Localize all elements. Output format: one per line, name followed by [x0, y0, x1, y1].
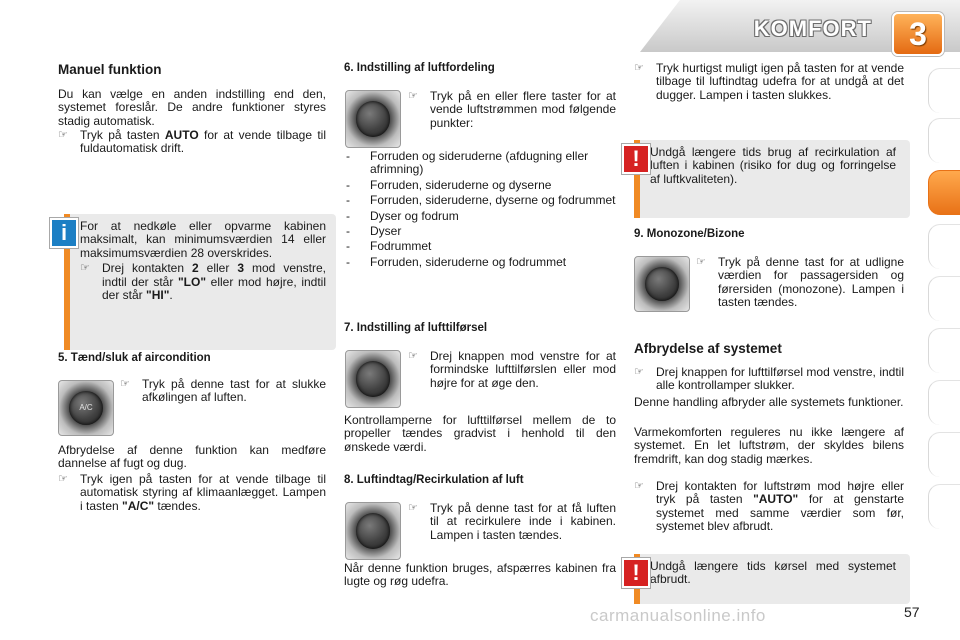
info-note-text: For at nedkøle eller opvarme kabinen maksimalt, kan minimumsværdien 14 eller maksimumsværdien 28 overskrides. [80, 219, 326, 260]
page-title: KOMFORT [753, 16, 872, 41]
section6-title: 6. Indstilling af luftfordeling [344, 62, 495, 74]
chapter-tab[interactable] [928, 118, 960, 163]
warning-icon: ! [622, 144, 650, 174]
section7-title: 7. Indstilling af lufttilførsel [344, 322, 488, 334]
list-item: - Forruden, sideruderne, dyserne og fodrummet [346, 193, 616, 208]
manual-intro: Du kan vælge en anden indstilling end den, systemet foreslår. De andre funktioner styres stadig automatisk. [58, 87, 326, 128]
system-off-bullet: ☞ Drej knappen for lufttilførsel mod venstre, indtil alle kontrollamper slukker. [634, 365, 904, 393]
pointer-icon: ☞ [696, 256, 706, 268]
info-note-bullet: ☞ Drej kontakten 2 eller 3 mod venstre, indtil der står "LO" eller mod højre, indtil der står "HI". [80, 261, 326, 303]
recirculation-button-image [345, 502, 401, 560]
chapter-tab[interactable] [928, 432, 960, 477]
section8-title: 8. Luftindtag/Recirkulation af luft [344, 474, 524, 486]
pointer-icon: ☞ [58, 473, 68, 485]
section9-bullet: ☞ Tryk på denne tast for at udligne værdien for passagersiden og førersiden (monozone). Lampen i tasten tændes. [696, 255, 904, 310]
list-item: - Dyser [346, 224, 402, 239]
section-title-manual: Manuel funktion [58, 62, 162, 77]
monozone-button-image [634, 256, 690, 312]
warning-note-recirc [634, 140, 910, 218]
warning-note-text: Undgå længere tids brug af recirkulation af luften i kabinen (risiko for dug og forringelse af luftkvaliteten). [650, 145, 896, 186]
section7-para: Kontrollamperne for lufttilførsel mellem de to propeller tændes gradvist i henhold til den ønskede værdi. [344, 413, 616, 454]
chapter-tab[interactable] [928, 276, 960, 321]
chapter-tab[interactable] [928, 484, 960, 529]
pointer-icon: ☞ [80, 262, 90, 275]
section7-bullet: ☞ Drej knappen mod venstre for at formindske lufttilførslen eller mod højre for at øge den. [408, 349, 616, 390]
section5-para: Afbrydelse af denne funktion kan medføre dannelse af fugt og dug. [58, 443, 326, 471]
warning-note-text: Undgå længere tids kørsel med systemet afbrudt. [650, 559, 896, 587]
section9-title: 9. Monozone/Bizone [634, 228, 745, 240]
section5-title: 5. Tænd/sluk af aircondition [58, 352, 211, 364]
pointer-icon: ☞ [408, 502, 418, 514]
watermark: carmanualsonline.info [590, 606, 766, 625]
list-item: - Fodrummet [346, 239, 432, 254]
section8-para: Når denne funktion bruges, afspærres kabinen fra lugte og røg udefra. [344, 561, 616, 589]
system-off-para1: Denne handling afbryder alle systemets funktioner. [634, 395, 904, 409]
recirc-bullet-continued: ☞ Tryk hurtigst muligt igen på tasten for at vende tilbage til luftindtag udefra for at undgå at det dugger. Lampen i tasten slukkes. [634, 61, 904, 102]
list-item: - Dyser og fodrum [346, 208, 459, 223]
chapter-tab[interactable] [928, 328, 960, 373]
chapter-tab[interactable] [928, 380, 960, 425]
chapter-tab[interactable] [928, 224, 960, 269]
list-item: - Forruden, sideruderne og dyserne [346, 177, 552, 192]
page-number: 57 [904, 604, 920, 620]
section5-bullet: ☞ Tryk på denne tast for at slukke afkølingen af luften. [120, 377, 326, 405]
info-icon: i [50, 218, 78, 248]
pointer-icon: ☞ [408, 350, 418, 362]
manual-bullet: ☞ Tryk på tasten AUTO for at vende tilbage til fuldautomatisk drift. [58, 128, 327, 156]
warning-icon: ! [622, 558, 650, 588]
chapter-tab[interactable] [928, 68, 960, 113]
system-off-bullet2: ☞ Drej kontakten for luftstrøm mod højre eller tryk på tasten "AUTO" for at genstarte systemet med samme værdier som før, systemet blev afbrudt. [634, 479, 904, 534]
list-item: - Forruden og sideruderne (afdugning eller afrimning) [346, 149, 589, 177]
section8-bullet: ☞ Tryk på denne tast for at få luften til at recirkulere inde i kabinen. Lampen i tasten tændes. [408, 501, 616, 542]
ac-button-image [58, 380, 114, 436]
info-note [64, 214, 336, 350]
chapter-tab-active[interactable] [928, 170, 960, 215]
section-title-system-off: Afbrydelse af systemet [634, 341, 782, 356]
warning-note-off [634, 554, 910, 604]
section6-bullet: ☞ Tryk på en eller flere taster for at vende luftstrømmen mod følgende punkter: [408, 89, 616, 130]
airflow-knob-image [345, 350, 401, 408]
air-distribution-button-image [345, 90, 401, 148]
air-distribution-list [344, 150, 616, 271]
pointer-icon: ☞ [634, 366, 644, 378]
pointer-icon: ☞ [408, 90, 418, 102]
system-off-para2: Varmekomforten reguleres nu ikke længere af systemet. En let luftstrøm, der skyldes bilens fremdrift, kan dog stadig mærkes. [634, 425, 904, 466]
pointer-icon: ☞ [634, 62, 644, 74]
pointer-icon: ☞ [634, 480, 644, 492]
section5-bullet2: ☞ Tryk igen på tasten for at vende tilbage til automatisk styring af klimaanlægget. Lampen i tasten "A/C" tændes. [58, 472, 326, 513]
chapter-tabs [928, 68, 960, 558]
ac-button-label: A/C [69, 391, 104, 426]
chapter-number-badge: 3 [892, 12, 944, 56]
pointer-icon: ☞ [120, 378, 130, 390]
pointer-icon: ☞ [58, 129, 68, 141]
list-item: - Forruden, sideruderne og fodrummet [346, 254, 567, 269]
